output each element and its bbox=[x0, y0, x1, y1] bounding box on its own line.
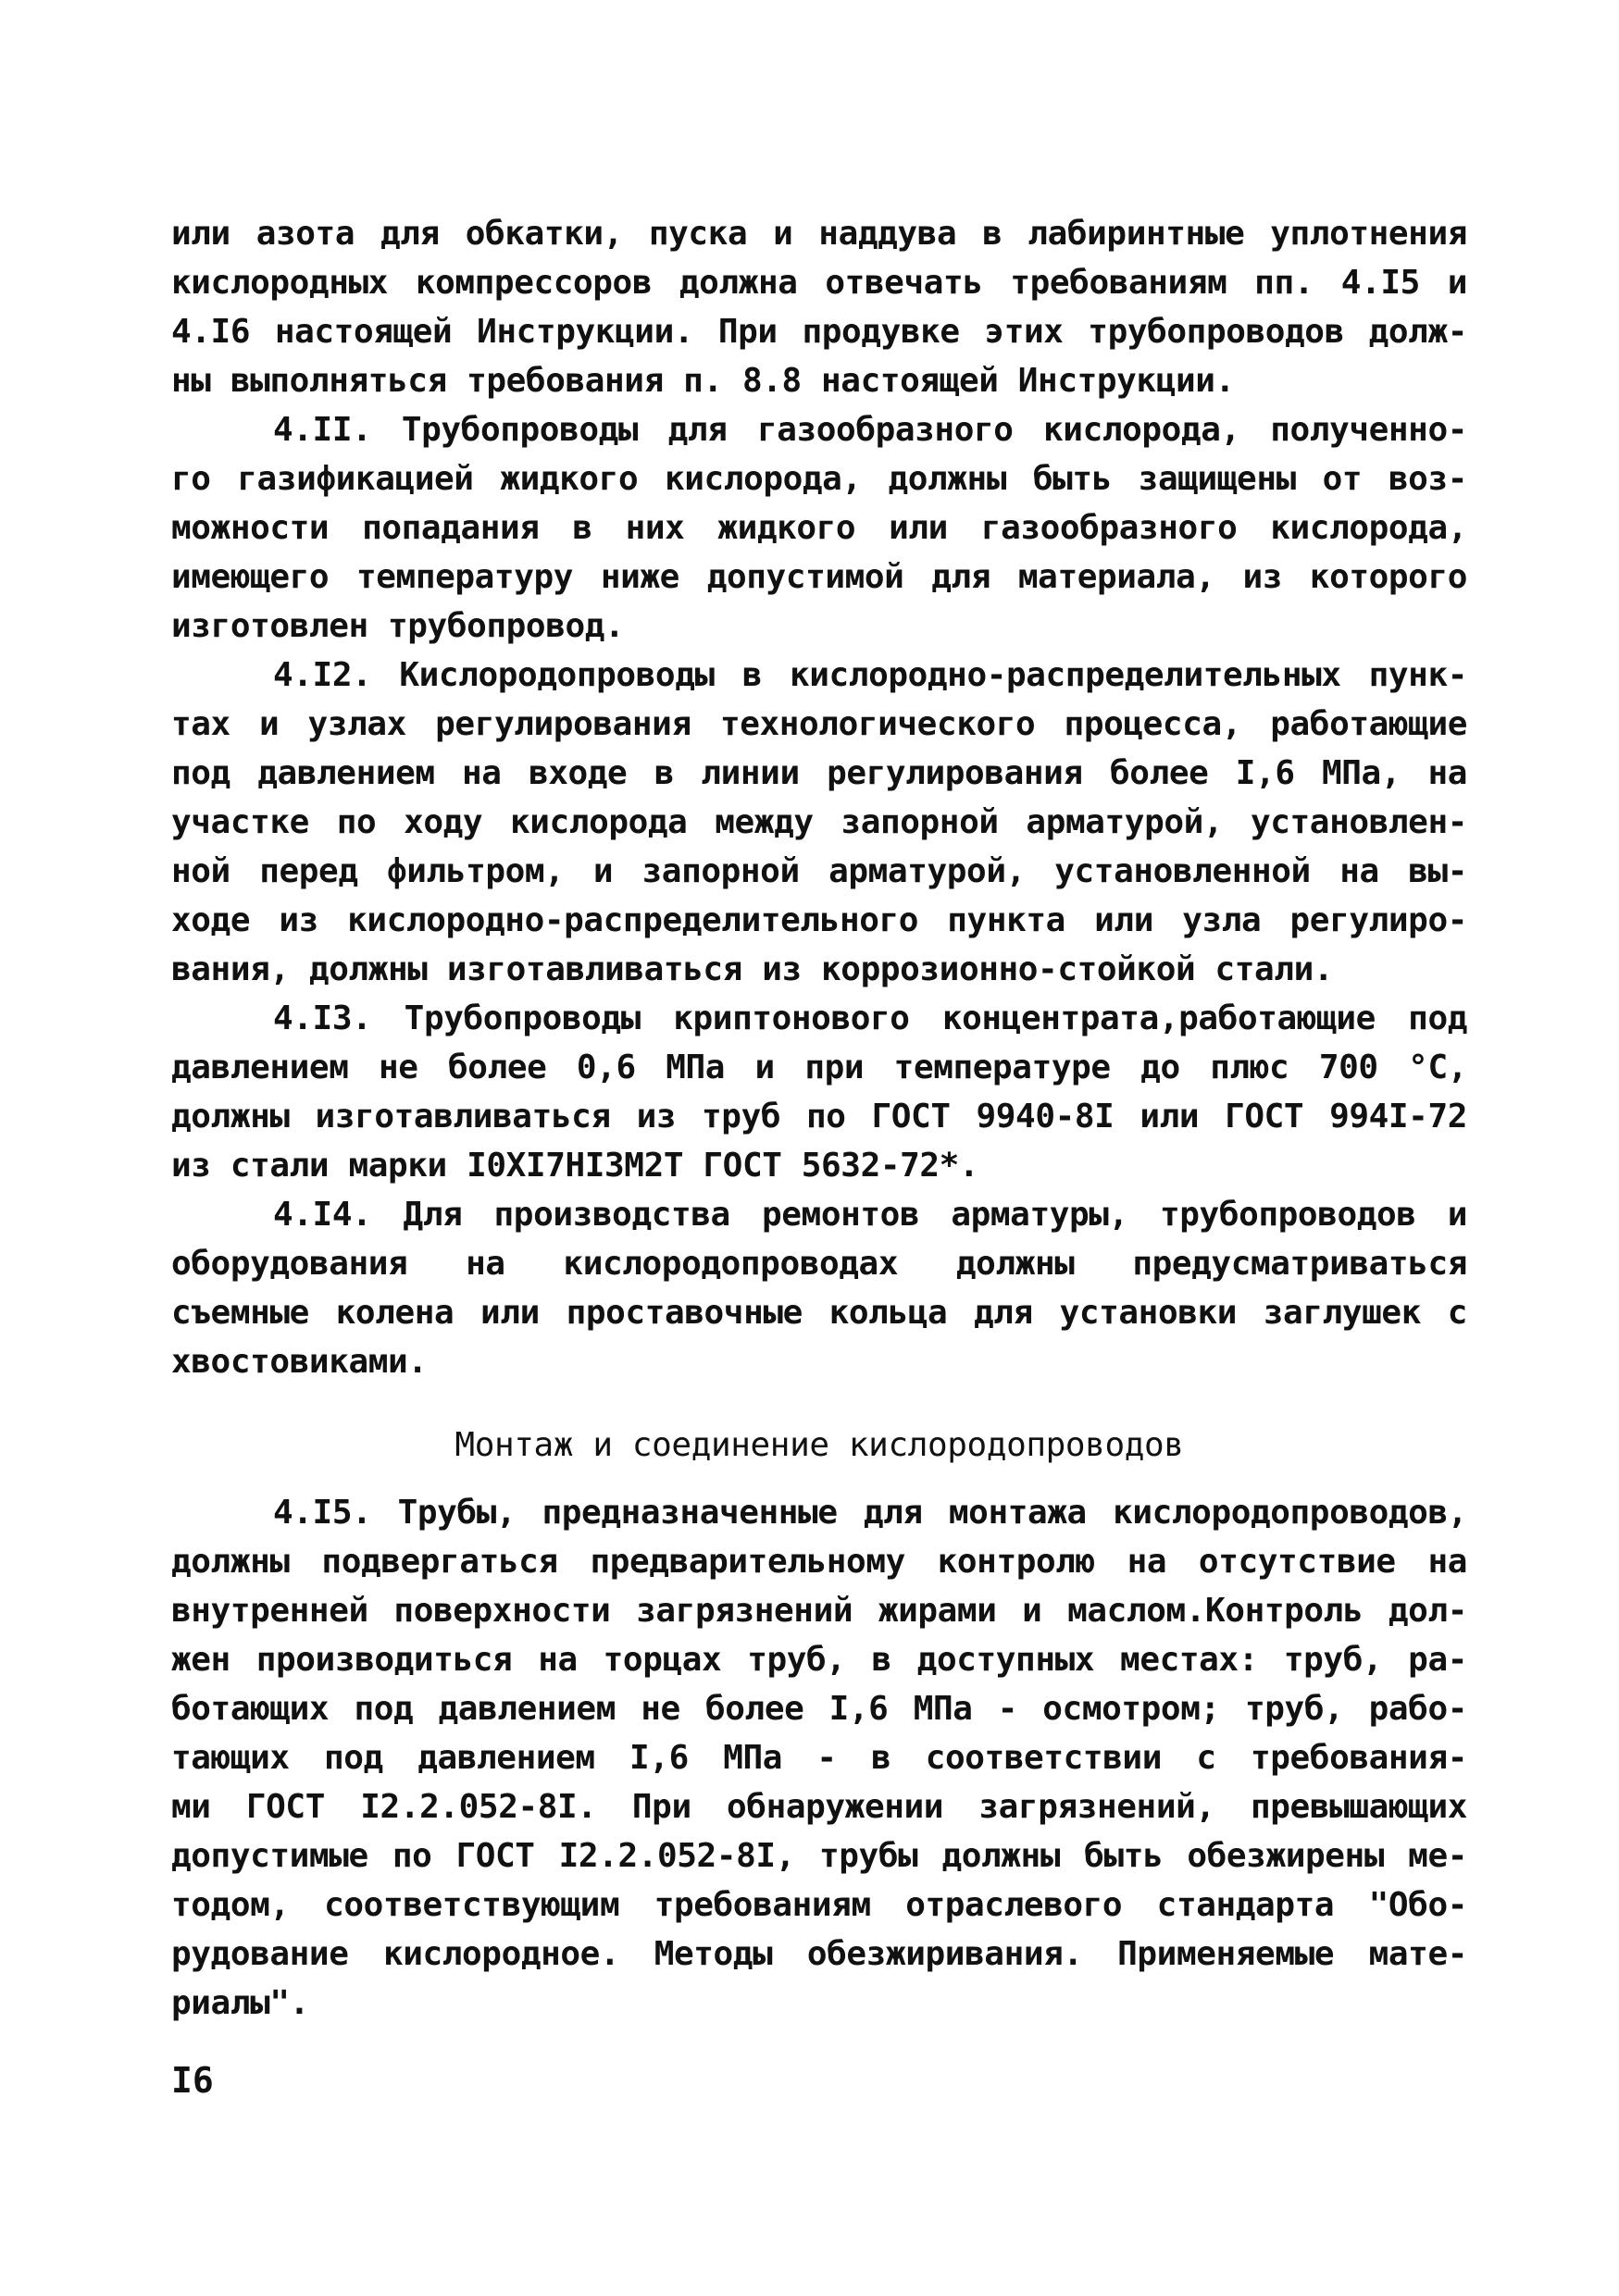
paragraph-start-4-13: 4.I3. Трубопроводы криптонового концентрата,работающие под bbox=[273, 999, 1467, 1037]
body-text bbox=[171, 209, 1467, 1386]
paragraph-start-4-14: 4.I4. Для производства ремонтов арматуры, трубопроводов и bbox=[273, 1196, 1467, 1234]
text-line: жен производиться на торцах труб, в доступных местах: труб, ра- bbox=[171, 1641, 1467, 1679]
text-line: участке по ходу кислорода между запорной арматурой, установлен- bbox=[171, 803, 1467, 841]
text-line: изготовлен трубопровод. bbox=[171, 607, 625, 645]
text-line: ботающих под давлением не более I,6 МПа - осмотром; труб, рабо- bbox=[171, 1690, 1467, 1728]
text-line: давлением не более 0,6 МПа и при температуре до плюс 700 °С, bbox=[171, 1049, 1467, 1086]
text-line: должны подвергаться предварительному контролю на отсутствие на bbox=[171, 1543, 1467, 1581]
text-line: съемные колена или проставочные кольца для установки заглушек с bbox=[171, 1294, 1467, 1332]
text-line: вания, должны изготавливаться из коррозионно-стойкой стали. bbox=[171, 950, 1334, 988]
section-heading: Монтаж и соединение кислородопроводов bbox=[455, 1426, 1184, 1464]
paragraph-start-4-11: 4.II. Трубопроводы для газообразного кислорода, полученно- bbox=[273, 411, 1467, 449]
text-line: риалы". bbox=[171, 1984, 309, 2022]
text-line: оборудования на кислородопроводах должны предусматриваться bbox=[171, 1245, 1467, 1283]
text-line: ны выполняться требования п. 8.8 настоящей Инструкции. bbox=[171, 362, 1235, 400]
paragraph-start-4-15: 4.I5. Трубы, предназначенные для монтажа кислородопроводов, bbox=[273, 1494, 1467, 1532]
text-line: го газификацией жидкого кислорода, должны быть защищены от воз- bbox=[171, 460, 1467, 498]
text-line: должны изготавливаться из труб по ГОСТ 9940-8I или ГОСТ 994I-72 bbox=[171, 1098, 1467, 1136]
text-line: хвостовиками. bbox=[171, 1343, 428, 1381]
text-line: 4.I6 настоящей Инструкции. При продувке этих трубопроводов долж- bbox=[171, 313, 1467, 351]
text-line: внутренней поверхности загрязнений жирами и маслом.Контроль дол- bbox=[171, 1592, 1467, 1630]
text-line: ми ГОСТ I2.2.052-8I. При обнаружении загрязнений, превышающих bbox=[171, 1788, 1467, 1826]
text-line: тающих под давлением I,6 МПа - в соответствии с требования- bbox=[171, 1739, 1467, 1777]
text-line: ной перед фильтром, и запорной арматурой, установленной на вы- bbox=[171, 852, 1467, 890]
page-number: I6 bbox=[171, 2060, 214, 2101]
text-line: имеющего температуру ниже допустимой для материала, из которого bbox=[171, 558, 1467, 596]
text-line: ходе из кислородно-распределительного пункта или узла регулиро- bbox=[171, 901, 1467, 939]
text-line: можности попадания в них жидкого или газообразного кислорода, bbox=[171, 509, 1467, 547]
text-line: рудование кислородное. Методы обезжиривания. Применяемые мате- bbox=[171, 1935, 1467, 1973]
paragraph-start-4-12: 4.I2. Кислородопроводы в кислородно-распределительных пунк- bbox=[273, 656, 1467, 694]
text-line: тодом, соответствующим требованиям отраслевого стандарта "Обо- bbox=[171, 1886, 1467, 1924]
section-text bbox=[171, 1488, 1467, 2028]
text-line: или азота для обкатки, пуска и наддува в лабиринтные уплотнения bbox=[171, 215, 1467, 253]
text-line: из стали марки I0XI7HI3M2T ГОСТ 5632-72*. bbox=[171, 1147, 979, 1185]
text-line: допустимые по ГОСТ I2.2.052-8I, трубы должны быть обезжирены ме- bbox=[171, 1837, 1467, 1875]
text-line: кислородных компрессоров должна отвечать требованиям пп. 4.I5 и bbox=[171, 264, 1467, 302]
text-line: тах и узлах регулирования технологического процесса, работающие bbox=[171, 705, 1467, 743]
text-line: под давлением на входе в линии регулирования более I,6 МПа, на bbox=[171, 754, 1467, 792]
